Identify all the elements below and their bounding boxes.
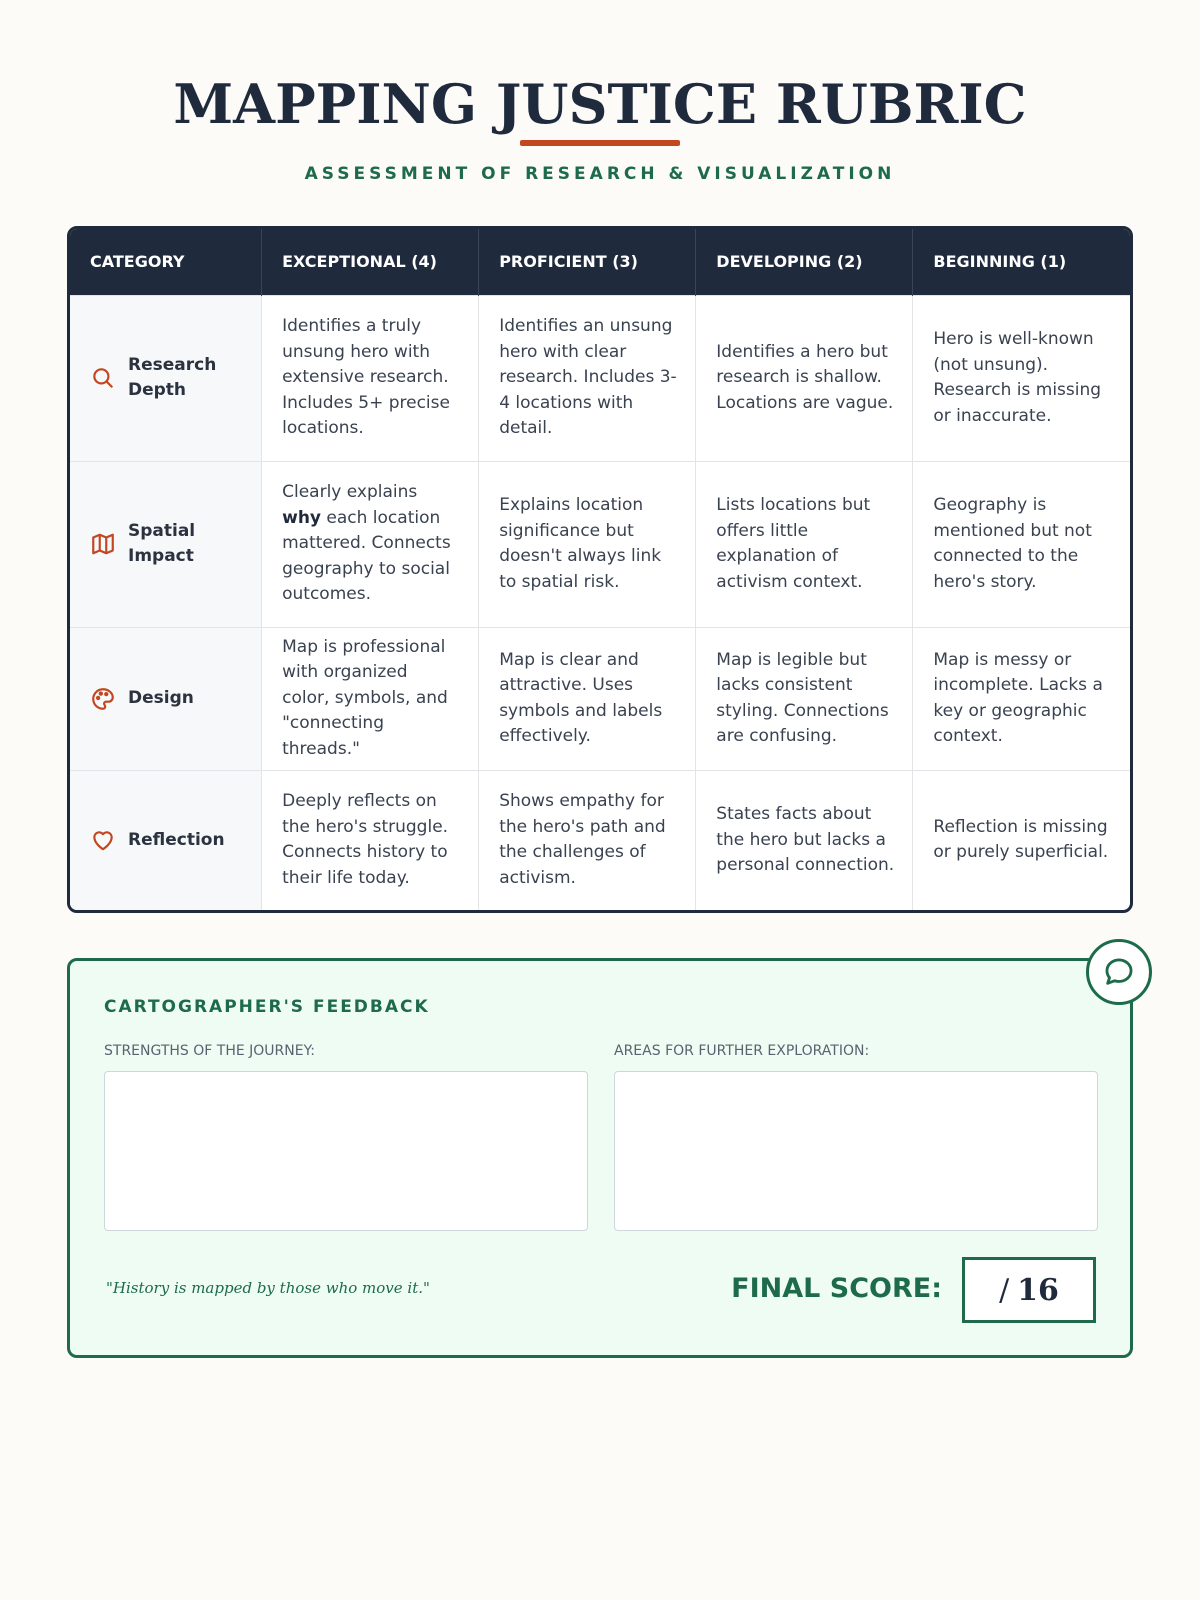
criteria-cell-proficient: Explains location significance but doesn't always link to spatial risk. [479, 461, 696, 627]
criteria-cell-developing: States facts about the hero but lacks a personal connection. [696, 770, 913, 910]
strengths-label: STRENGTHS OF THE JOURNEY: [104, 1043, 315, 1059]
column-header-developing: DEVELOPING (2) [696, 229, 913, 295]
page-header [0, 0, 1200, 184]
rubric-table [67, 226, 1133, 913]
page-title: MAPPING JUSTICE RUBRIC [173, 72, 1027, 136]
criteria-cell-developing: Identifies a hero but research is shallow. Locations are vague. [696, 295, 913, 461]
column-header-category: CATEGORY [70, 229, 262, 295]
feedback-panel [67, 958, 1133, 1358]
criteria-cell-exceptional: Identifies a truly unsung hero with extensive research. Includes 5+ precise locations. [262, 295, 479, 461]
page-subtitle: ASSESSMENT OF RESEARCH & VISUALIZATION [304, 164, 896, 184]
score-total: 16 [1017, 1272, 1059, 1308]
category-cell [70, 770, 262, 910]
criteria-cell-developing: Map is legible but lacks consistent styling. Connections are confusing. [696, 627, 913, 770]
column-header-proficient: PROFICIENT (3) [479, 229, 696, 295]
category-cell [70, 295, 262, 461]
table-row [70, 770, 1130, 910]
criteria-cell-proficient: Identifies an unsung hero with clear research. Includes 3-4 locations with detail. [479, 295, 696, 461]
criteria-cell-beginning: Reflection is missing or purely superficial. [913, 770, 1130, 910]
strengths-textarea[interactable] [104, 1071, 588, 1231]
criteria-cell-exceptional: Map is professional with organized color, symbols, and "connecting threads." [262, 627, 479, 770]
criteria-cell-beginning: Geography is mentioned but not connected to the hero's story. [913, 461, 1130, 627]
emphasis-text: why [282, 507, 321, 528]
category-cell [70, 627, 262, 770]
final-score-field[interactable] [962, 1257, 1096, 1323]
criteria-cell-exceptional: Deeply reflects on the hero's struggle. Connects history to their life today. [262, 770, 479, 910]
column-header-exceptional: EXCEPTIONAL (4) [262, 229, 479, 295]
table-row [70, 295, 1130, 461]
feedback-quote: "History is mapped by those who move it." [106, 1279, 430, 1297]
category-cell [70, 461, 262, 627]
criteria-cell-proficient: Shows empathy for the hero's path and the challenges of activism. [479, 770, 696, 910]
feedback-badge [1086, 939, 1152, 1005]
table-row [70, 627, 1130, 770]
category-label: Design [128, 688, 194, 708]
heart-icon [90, 827, 116, 853]
criteria-cell-exceptional: Clearly explains why each location mattered. Connects geography to social outcomes. [262, 461, 479, 627]
score-slash: / [999, 1272, 1010, 1308]
criteria-cell-proficient: Map is clear and attractive. Uses symbols and labels effectively. [479, 627, 696, 770]
criteria-cell-developing: Lists locations but offers little explanation of activism context. [696, 461, 913, 627]
table-row [70, 461, 1130, 627]
final-score-label: FINAL SCORE: [731, 1273, 942, 1304]
search-icon [90, 365, 116, 391]
areas-textarea[interactable] [614, 1071, 1098, 1231]
rubric-header-row [70, 229, 1130, 295]
map-icon [90, 531, 116, 557]
palette-icon [90, 686, 116, 712]
title-underline [520, 140, 680, 146]
chat-bubble-icon [1102, 955, 1136, 989]
category-label: Reflection [128, 829, 225, 850]
column-header-beginning: BEGINNING (1) [913, 229, 1130, 295]
areas-label: AREAS FOR FURTHER EXPLORATION: [614, 1043, 870, 1059]
criteria-cell-beginning: Map is messy or incomplete. Lacks a key or geographic context. [913, 627, 1130, 770]
feedback-title: CARTOGRAPHER'S FEEDBACK [104, 997, 430, 1017]
criteria-cell-beginning: Hero is well-known (not unsung). Research is missing or inaccurate. [913, 295, 1130, 461]
category-label: Spatial Impact [128, 521, 196, 566]
category-label: Research Depth [128, 355, 217, 400]
